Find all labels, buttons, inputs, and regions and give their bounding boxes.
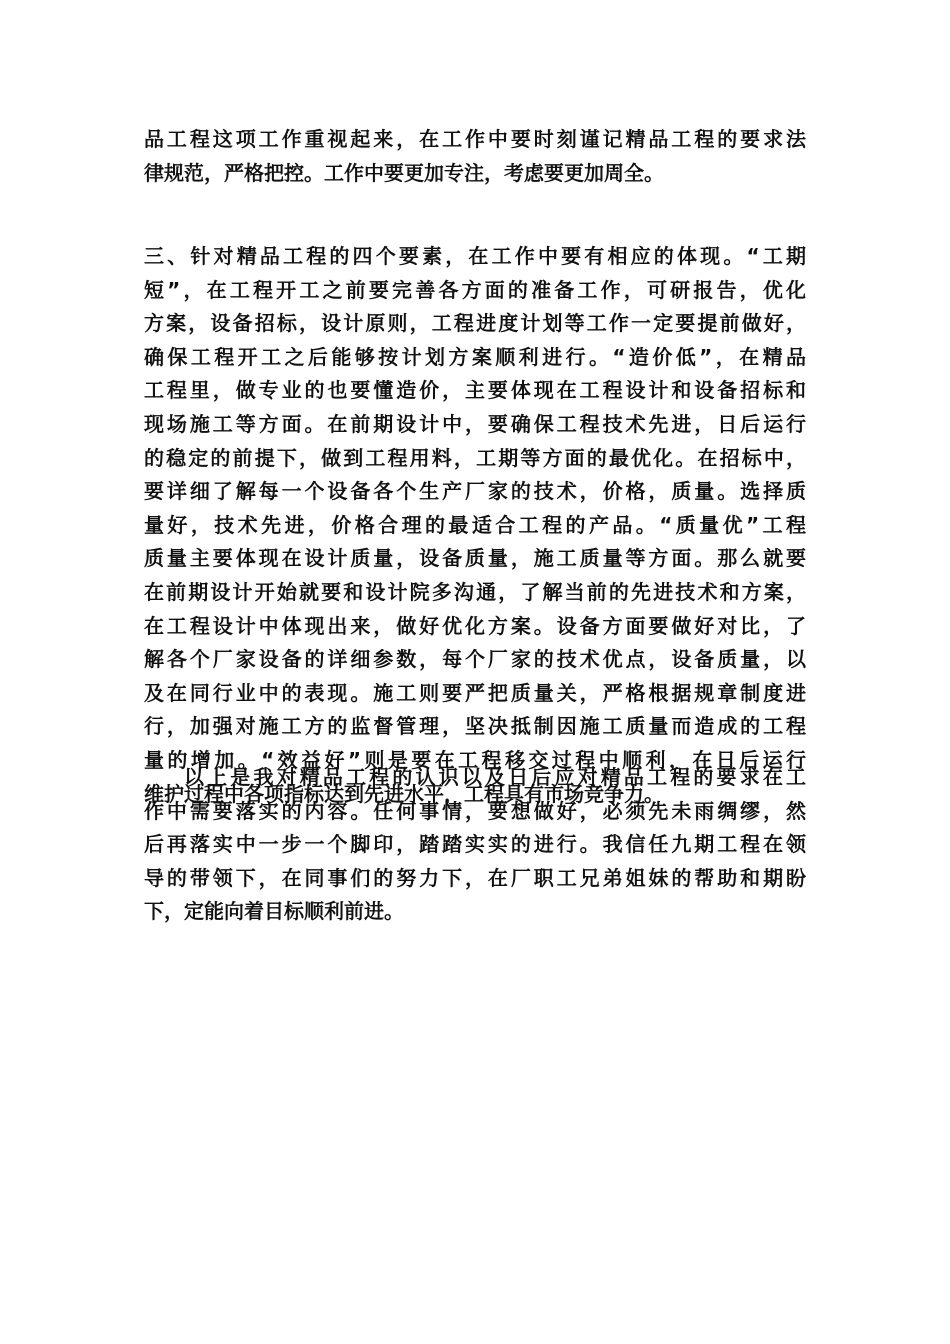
paragraph-line: 量好，技术先进，价格合理的最适合工程的产品。“质量优”工程 (144, 512, 806, 537)
paragraph-line: 现场施工等方面。在前期设计中，要确保工程技术先进，日后运行 (144, 411, 806, 436)
paragraph-line: 在前期设计开始就要和设计院多沟通，了解当前的先进技术和方案， (144, 579, 806, 604)
paragraph-line: 三、针对精品工程的四个要素，在工作中要有相应的体现。“工期 (144, 244, 806, 268)
paragraph-line: 作中需要落实的内容。任何事情，要想做好，必须先未雨绸缪，然 (144, 798, 806, 823)
paragraph-2 (144, 240, 806, 811)
paragraph-line: 量的增加。“效益好”则是要在工程移交过程中顺利，在日后运行 (144, 747, 806, 772)
paragraph-line: 确保工程开工之后能够按计划方案顺利进行。“造价低”，在精品 (144, 344, 806, 369)
paragraph-line: 下，定能向着目标顺利前进。 (144, 899, 404, 924)
paragraph-line: 后再落实中一步一个脚印，踏踏实实的进行。我信任九期工程在领 (144, 832, 806, 857)
paragraph-line: 导的带领下，在同事们的努力下，在厂职工兄弟姐妹的帮助和期盼 (144, 865, 806, 890)
paragraph-line: 维护过程中各项指标达到先进水平，工程具有市场竞争力。 (144, 781, 664, 806)
paragraph-line: 要详细了解每一个设备各个生产厂家的技术，价格，质量。选择质 (144, 479, 806, 504)
paragraph-line: 质量主要体现在设计质量，设备质量，施工质量等方面。那么就要 (144, 546, 806, 571)
paragraph-line: 解各个厂家设备的详细参数，每个厂家的技术优点，设备质量，以 (144, 647, 806, 672)
paragraph-line: 律规范，严格把控。工作中要更加专注，考虑要更加周全。 (144, 160, 664, 185)
paragraph-line: 的稳定的前提下，做到工程用料，工期等方面的最优化。在招标中， (144, 445, 806, 470)
paragraph-line: 以上是我对精品工程的认识以及日后应对精品工程的要求在工 (184, 765, 806, 789)
paragraph-1 (144, 123, 806, 190)
paragraph-line: 方案，设备招标，设计原则，工程进度计划等工作一定要提前做好， (144, 311, 806, 336)
paragraph-line: 品工程这项工作重视起来，在工作中要时刻谨记精品工程的要求法 (144, 127, 806, 151)
paragraph-line: 工程里，做专业的也要懂造价，主要体现在工程设计和设备招标和 (144, 378, 806, 403)
paragraph-line: 行，加强对施工方的监督管理，坚决抵制因施工质量而造成的工程 (144, 714, 806, 739)
paragraph-line: 短”，在工程开工之前要完善各方面的准备工作，可研报告，优化 (144, 277, 806, 302)
paragraph-line: 及在同行业中的表现。施工则要严把质量关，严格根据规章制度进 (144, 680, 806, 705)
paragraph-line: 在工程设计中体现出来，做好优化方案。设备方面要做好对比，了 (144, 613, 806, 638)
paragraph-3 (144, 761, 806, 929)
